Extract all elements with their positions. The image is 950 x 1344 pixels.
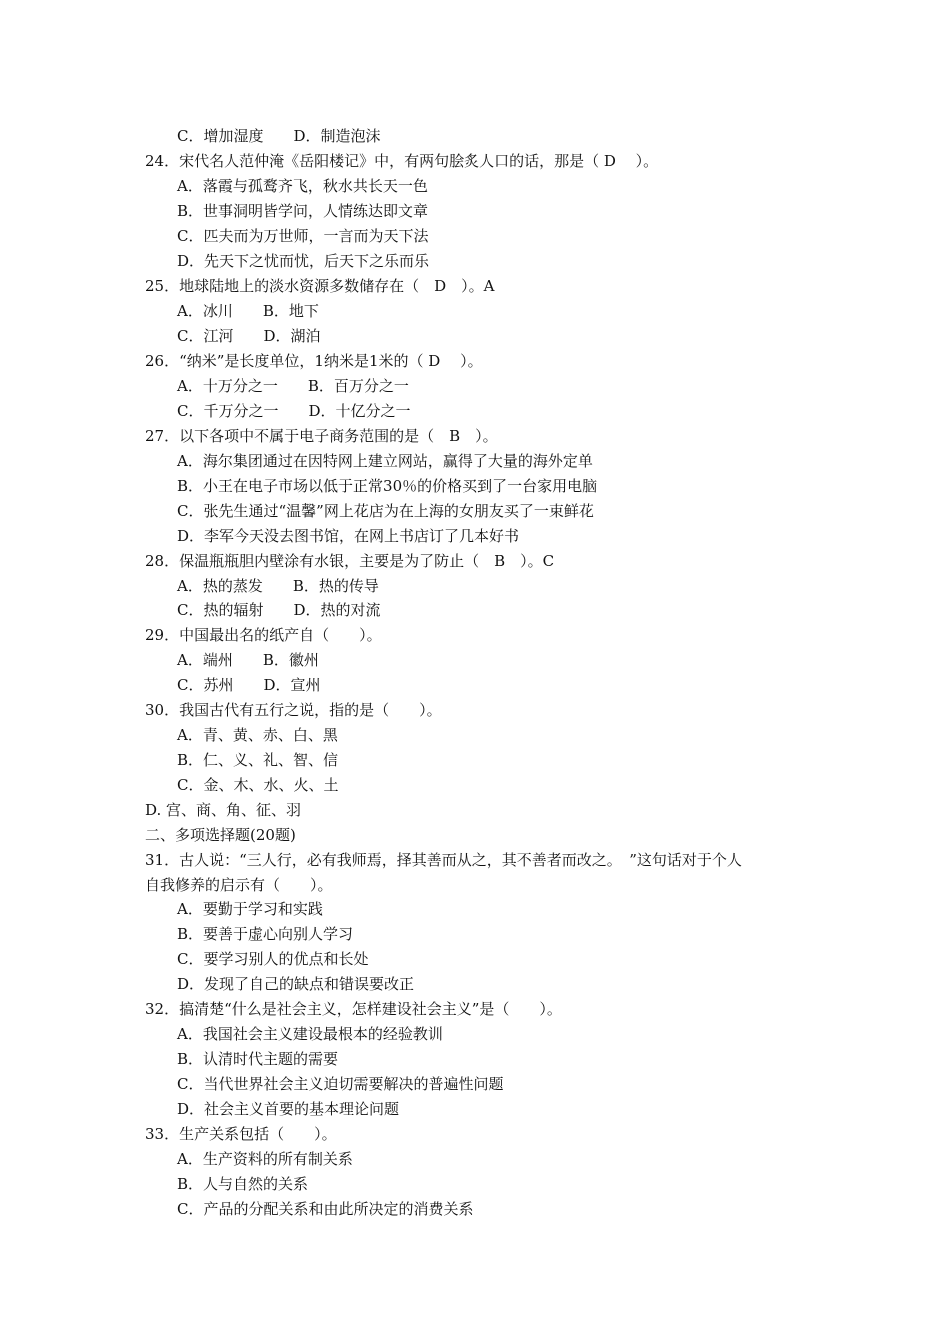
q30-option-a: A．青、黄、赤、白、黑: [177, 726, 338, 744]
q25-question: 25．地球陆地上的淡水资源多数储存在（ D ）。A: [145, 277, 495, 295]
q30-option-b: B．仁、义、礼、智、信: [177, 751, 339, 769]
q29-options-cd: C．苏州 D．宣州: [177, 676, 321, 694]
q28-question: 28．保温瓶瓶胆内壁涂有水银，主要是为了防止（ B ）。C: [145, 552, 555, 570]
q33-option-c: C．产品的分配关系和由此所决定的消费关系: [177, 1200, 474, 1218]
q24-option-b: B．世事洞明皆学问，人情练达即文章: [177, 202, 429, 220]
q31-option-a: A．要勤于学习和实践: [177, 900, 323, 918]
q28-options-ab: A．热的蒸发 B．热的传导: [177, 577, 379, 595]
q26-options-ab: A．十万分之一 B．百万分之一: [177, 377, 409, 395]
q33-option-a: A．生产资料的所有制关系: [177, 1150, 353, 1168]
q27-option-c: C．张先生通过“温馨”网上花店为在上海的女朋友买了一束鲜花: [177, 502, 594, 520]
q30-option-d: D. 宫、商、角、征、羽: [145, 801, 302, 819]
q32-question: 32．搞清楚“什么是社会主义，怎样建设社会主义”是（ ）。: [145, 1000, 562, 1018]
q25-options-cd: C．江河 D．湖泊: [177, 327, 321, 345]
q28-options-cd: C．热的辐射 D．热的对流: [177, 601, 381, 619]
q32-option-d: D．社会主义首要的基本理论问题: [177, 1100, 400, 1118]
q26-options-cd: C．千万分之一 D．十亿分之一: [177, 402, 411, 420]
q33-option-b: B．人与自然的关系: [177, 1175, 309, 1193]
q33-question: 33．生产关系包括（ ）。: [145, 1125, 337, 1143]
q31-option-d: D．发现了自己的缺点和错误要改正: [177, 975, 415, 993]
q24-option-d: D．先天下之忧而忧，后天下之乐而乐: [177, 252, 430, 270]
q30-question: 30．我国古代有五行之说，指的是（ ）。: [145, 701, 442, 719]
q24-question: 24．宋代名人范仲淹《岳阳楼记》中，有两句脍炙人口的话，那是（ D ）。: [145, 152, 659, 170]
q31-question-line2: 自我修养的启示有（ ）。: [145, 876, 333, 894]
q27-question: 27．以下各项中不属于电子商务范围的是（ B ）。: [145, 427, 498, 445]
q27-option-b: B．小王在电子市场以低于正常30％的价格买到了一台家用电脑: [177, 477, 598, 495]
q24-option-c: C．匹夫而为万世师，一言而为天下法: [177, 227, 429, 245]
q27-option-a: A．海尔集团通过在因特网上建立网站，赢得了大量的海外定单: [177, 452, 593, 470]
q29-options-ab: A．端州 B．徽州: [177, 651, 319, 669]
q23-options-cd: C．增加湿度 D．制造泡沫: [177, 127, 381, 145]
q26-question: 26．“纳米”是长度单位，1纳米是1米的（ D ）。: [145, 352, 483, 370]
q31-question-line1: 31．古人说：“三人行，必有我师焉，择其善而从之，其不善者而改之。 ”这句话对于个人: [145, 851, 742, 869]
q29-question: 29．中国最出名的纸产自（ ）。: [145, 626, 382, 644]
q31-option-b: B．要善于虚心向别人学习: [177, 925, 354, 943]
q25-options-ab: A．冰川 B．地下: [177, 302, 319, 320]
q30-option-c: C．金、木、水、火、土: [177, 776, 339, 794]
q24-option-a: A．落霞与孤鹜齐飞，秋水共长天一色: [177, 177, 428, 195]
q27-option-d: D．李军今天没去图书馆，在网上书店订了几本好书: [177, 527, 520, 545]
q32-option-b: B．认清时代主题的需要: [177, 1050, 339, 1068]
q31-option-c: C．要学习别人的优点和长处: [177, 950, 369, 968]
q32-option-a: A．我国社会主义建设最根本的经验教训: [177, 1025, 443, 1043]
section-heading-multiple-choice: 二、多项选择题(20题): [145, 826, 296, 844]
q32-option-c: C．当代世界社会主义迫切需要解决的普遍性问题: [177, 1075, 504, 1093]
